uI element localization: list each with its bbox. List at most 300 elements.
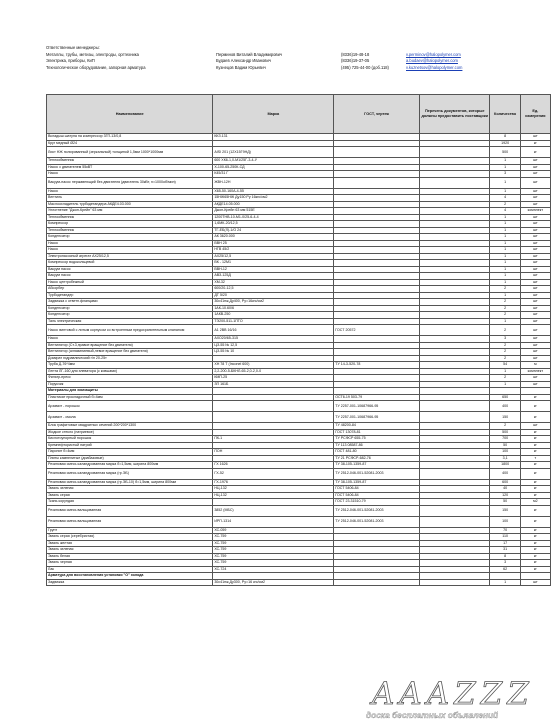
- table-row: [47, 177, 551, 188]
- cell-name: Вакуум насос: [47, 273, 213, 280]
- contact-area: Электрика, приборы, КиП: [46, 58, 95, 63]
- cell-unit: кг: [520, 486, 550, 493]
- cell-name: Вентиль: [47, 195, 213, 202]
- cell-quantity: 1: [490, 579, 520, 586]
- cell-brand: АХО20/65-315: [213, 336, 334, 343]
- cell-quantity: 8: [490, 553, 520, 560]
- cell-name: Эмаль серая: [47, 492, 213, 499]
- cell-name: Резиновая смесь каландрованная марка (гр.ЭБ): [47, 468, 213, 479]
- cell-name: Теплообменник: [47, 227, 213, 234]
- cell-name: Труба Д-76*4мм: [47, 362, 213, 369]
- cell-quantity: 1: [490, 158, 520, 165]
- cell-quantity: 650: [490, 394, 520, 401]
- cell-quantity: 1: [490, 240, 520, 247]
- cell-gost: ТУ 21 РСФСР-682-76: [334, 455, 420, 462]
- cell-unit: кг: [520, 140, 550, 147]
- cell-documents: [419, 468, 490, 479]
- cell-quantity: 8: [490, 134, 520, 141]
- cell-name: Эмаль зеленая: [47, 547, 213, 554]
- cell-brand: ХС-759: [213, 534, 334, 541]
- cell-unit: шт: [520, 164, 550, 171]
- cell-quantity: 1: [490, 188, 520, 195]
- cell-unit: шт: [520, 325, 550, 336]
- cell-name: Эмаль белая: [47, 553, 213, 560]
- cell-unit: кг: [520, 560, 550, 567]
- cell-quantity: 1: [490, 164, 520, 171]
- cell-quantity: 2: [490, 305, 520, 312]
- cell-quantity: 31: [490, 547, 520, 554]
- cell-unit: кг: [520, 401, 550, 412]
- cell-brand: 30с41нж,Ду300, Ру=16 кгс/см2: [213, 579, 334, 586]
- cell-unit: шт: [520, 375, 550, 382]
- cell-quantity: 2: [490, 286, 520, 293]
- cell-quantity: 17: [490, 540, 520, 547]
- cell-brand: ЗП 161Б: [213, 381, 334, 388]
- cell-brand: ВК - 12М1: [213, 260, 334, 267]
- cell-brand: ХС-759: [213, 540, 334, 547]
- cell-gost: [334, 177, 420, 188]
- cell-unit: кг: [520, 462, 550, 469]
- cell-documents: [419, 401, 490, 412]
- cell-name: Жидкое стекло (натриевое): [47, 429, 213, 436]
- contacts-block: [46, 45, 551, 71]
- cell-quantity: 4: [490, 195, 520, 202]
- cell-unit: шт: [520, 134, 550, 141]
- cell-quantity: 1: [490, 292, 520, 299]
- cell-unit: кг: [520, 412, 550, 423]
- cell-name: Насос: [47, 336, 213, 343]
- cell-quantity: 2: [490, 349, 520, 356]
- cell-brand: ЦЗ-55 № 10: [213, 349, 334, 356]
- cell-quantity: 2: [490, 375, 520, 382]
- contact-phone: (8336)19-48-18: [341, 51, 370, 57]
- cell-name: Задвижка с ответн.фланцами: [47, 299, 213, 306]
- cell-unit: шт: [520, 171, 550, 178]
- header-name: Наименование: [47, 95, 213, 134]
- cell-name: Теплообменник: [47, 214, 213, 221]
- cell-quantity: 2: [490, 423, 520, 430]
- cell-brand: ДТ 5/20: [213, 292, 334, 299]
- contact-area: Металлы, трубы, метизы, электроды, оргтехника: [46, 51, 139, 57]
- cell-brand: ХС-759: [213, 553, 334, 560]
- cell-brand: ХС-759: [213, 560, 334, 567]
- cell-unit: шт: [520, 247, 550, 254]
- cell-quantity: 100: [490, 449, 520, 456]
- contact-name: Перминов Виталий Владимирович: [216, 51, 282, 57]
- cell-name: Арзамит - порошок: [47, 401, 213, 412]
- cell-unit: шт: [520, 188, 550, 195]
- cell-name: Лента ЛГ-160 для элеватора (с ковшами): [47, 368, 213, 375]
- cell-unit: шт: [520, 253, 550, 260]
- cell-brand: Х-100-65-250К-СД: [213, 164, 334, 171]
- cell-unit: кг: [520, 479, 550, 486]
- header-documents: Перечень документов, которые должны предоставить поставщики: [419, 95, 490, 134]
- cell-unit: шт: [520, 240, 550, 247]
- cell-unit: шт: [520, 214, 550, 221]
- cell-quantity: 54: [490, 362, 520, 369]
- cell-quantity: 150: [490, 505, 520, 516]
- watermark-logo: [366, 676, 552, 722]
- cell-name: Эмаль черная: [47, 560, 213, 567]
- cell-name: Уплотнение "Джон-Крейн" 63 мм: [47, 208, 213, 215]
- cell-brand: AISI 201 (12Х15Г9НД): [213, 147, 334, 158]
- cell-name: Компрессор: [47, 221, 213, 228]
- cell-brand: ТЭ200-511-1ПТО: [213, 318, 334, 325]
- cell-brand: НГВ 45/2: [213, 247, 334, 254]
- cell-unit: кг: [520, 442, 550, 449]
- cell-gost: ТУ 2512-046-001-52081-2003: [334, 516, 420, 527]
- cell-brand: КМП-25: [213, 375, 334, 382]
- cell-brand: НЦ-132: [213, 486, 334, 493]
- cell-brand: ХМ-32: [213, 279, 334, 286]
- table-row: [47, 579, 551, 586]
- contact-email-link[interactable]: v.perminov@halopolymer.com: [406, 51, 461, 57]
- cell-quantity: 1: [490, 368, 520, 375]
- cell-brand: 1200ТНВ-10-М1-0/25-6-4-4: [213, 214, 334, 221]
- cell-name: Маслоохладитель турбодетандера АКДЕ4.03.000: [47, 201, 213, 208]
- cell-quantity: 500: [490, 429, 520, 436]
- cell-unit: шт: [520, 201, 550, 208]
- cell-quantity: 100: [490, 516, 520, 527]
- cell-unit: шт: [520, 305, 550, 312]
- header-brand: Марка: [213, 95, 334, 134]
- contact-phone: (8336)19-37-05: [341, 58, 370, 63]
- requirements-table: [46, 94, 551, 586]
- cell-quantity: 1: [490, 214, 520, 221]
- cell-unit: шт: [520, 227, 550, 234]
- cell-brand: ВВН 25: [213, 240, 334, 247]
- watermark-logo-text: AAAZZZ: [372, 676, 534, 712]
- cell-unit: шт: [520, 299, 550, 306]
- table-row: [47, 401, 551, 412]
- cell-quantity: 1: [490, 234, 520, 241]
- table-row: [47, 468, 551, 479]
- cell-unit: шт: [520, 579, 550, 586]
- cell-unit: шт: [520, 273, 550, 280]
- cell-name: Насос: [47, 247, 213, 254]
- contact-row: [46, 65, 551, 72]
- cell-name: Лист НЖ полированный (зеркальный) толщиной 1,5мм 1000*1000мм: [47, 147, 213, 158]
- cell-unit: шт: [520, 312, 550, 319]
- cell-documents: [419, 516, 490, 527]
- cell-unit: т: [520, 455, 550, 462]
- cell-unit: комплект: [520, 208, 550, 215]
- cell-name: Задвижка: [47, 579, 213, 586]
- cell-quantity: 1: [490, 260, 520, 267]
- cell-brand: 2,2-200-5-БКНЛ-65-2,0-2,0-0: [213, 368, 334, 375]
- cell-gost: ТУ 2512-046-001-52081-2003: [334, 468, 420, 479]
- cell-brand: ХС-759: [213, 547, 334, 554]
- cell-unit: шт: [520, 355, 550, 362]
- cell-unit: м: [520, 362, 550, 369]
- cell-quantity: 1: [490, 381, 520, 388]
- cell-gost: ГОСТ 5406-84: [334, 492, 420, 499]
- cell-unit: шт: [520, 221, 550, 228]
- cell-unit: кг: [520, 147, 550, 158]
- cell-unit: комплект: [520, 368, 550, 375]
- cell-brand: ПОН: [213, 449, 334, 456]
- cell-name: Вентилятор (Ст.3,правое вращение без двигателя): [47, 342, 213, 349]
- cell-unit: кг: [520, 505, 550, 516]
- cell-gost: ГОСТ 5406-84: [334, 486, 420, 493]
- cell-quantity: 4: [490, 208, 520, 215]
- cell-quantity: 1800: [490, 462, 520, 469]
- contact-email-link[interactable]: v.kuznetsov@halopolymer.com: [406, 64, 463, 70]
- cell-unit: кг: [520, 468, 550, 479]
- cell-brand: АК 3620.000: [213, 234, 334, 241]
- cell-name: Материалы для химзащиты: [47, 388, 213, 395]
- cell-gost: ГОСТ 13078-81: [334, 429, 420, 436]
- cell-brand: 15НЖ65НЖ Ду150 Ру 16кгс/см2: [213, 195, 334, 202]
- cell-unit: шт: [520, 158, 550, 165]
- cell-unit: кг: [520, 534, 550, 541]
- cell-name: Турбодетандер: [47, 292, 213, 299]
- cell-brand: 600/20-12,5: [213, 286, 334, 293]
- cell-gost: ТУ 113 08587-86: [334, 442, 420, 449]
- cell-brand: 1,6МК-20/12,5: [213, 221, 334, 228]
- cell-brand: К45/31 Г: [213, 171, 334, 178]
- cell-brand: ГХ-1976: [213, 479, 334, 486]
- cell-quantity: 3,1: [490, 455, 520, 462]
- cell-brand: ЖВН-12Н: [213, 177, 334, 188]
- cell-gost: ТУ 38-105-1359-87: [334, 479, 420, 486]
- cell-name: Конденсатор: [47, 312, 213, 319]
- header-quantity: Количество: [490, 95, 520, 134]
- cell-brand: ИРП-1314: [213, 516, 334, 527]
- cell-documents: [419, 325, 490, 336]
- cell-gost: ТУ 48200-84: [334, 423, 420, 430]
- cell-name: Резиновая смесь каландрованная марка б=1,5мм, ширина 800мм: [47, 462, 213, 469]
- cell-quantity: 2: [490, 299, 520, 306]
- cell-name: Плиты камнелитые (диабазовые): [47, 455, 213, 462]
- cell-gost: ТУ 2257-001-10687966-95: [334, 412, 420, 423]
- cell-gost: ТУ РСФСР 655-75: [334, 436, 420, 443]
- watermark-tagline: доска бесплатных объявлений: [366, 710, 499, 720]
- cell-unit: кг: [520, 516, 550, 527]
- cell-name: Эмаль зеленая: [47, 486, 213, 493]
- cell-quantity: 62: [490, 566, 520, 573]
- cell-unit: кг: [520, 553, 550, 560]
- cell-brand: АХ25/12,5: [213, 253, 334, 260]
- cell-unit: шт: [520, 286, 550, 293]
- cell-brand: 30с41нж,Ду400, Ру=16кгс/см2: [213, 299, 334, 306]
- cell-unit: кг: [520, 540, 550, 547]
- table-row: [47, 412, 551, 423]
- cell-brand: ХС-059: [213, 527, 334, 534]
- cell-unit: кг: [520, 429, 550, 436]
- cell-quantity: 500: [490, 147, 520, 158]
- cell-unit: шт: [520, 349, 550, 356]
- cell-quantity: 3: [490, 171, 520, 178]
- cell-name: Арзамит - смола: [47, 412, 213, 423]
- cell-brand: ККЗ.131: [213, 134, 334, 141]
- cell-brand: Х65-50-160А-4-55: [213, 188, 334, 195]
- cell-gost: ТУ 38-105-1359-87: [334, 462, 420, 469]
- cell-unit: шт: [520, 266, 550, 273]
- cell-name: Насос с двигателем 55кВТ: [47, 164, 213, 171]
- cell-quantity: 700: [490, 436, 520, 443]
- contact-phone: (495) 725-44-00 (доб.118): [341, 64, 389, 70]
- cell-name: Насос: [47, 171, 213, 178]
- cell-name: Вакуум насос: [47, 266, 213, 273]
- cell-name: Грунт: [47, 527, 213, 534]
- cell-brand: ГХ-52: [213, 468, 334, 479]
- cell-unit: шт: [520, 279, 550, 286]
- cell-name: Насос винтовой с литым корпусом со встроенным предохранительным клапаном: [47, 325, 213, 336]
- cell-quantity: 120: [490, 492, 520, 499]
- cell-brand: 1АКВ-250: [213, 312, 334, 319]
- contact-area: Технологическое оборудование, запорная арматура: [46, 64, 146, 70]
- cell-gost: [334, 579, 420, 586]
- cell-quantity: 70: [490, 527, 520, 534]
- cell-quantity: 1: [490, 318, 520, 325]
- contacts-heading: Ответственные менеджеры:: [46, 45, 100, 50]
- cell-quantity: 1: [490, 247, 520, 254]
- cell-unit: кг: [520, 436, 550, 443]
- cell-brand: ХН 78 Т (Inconel 600): [213, 362, 334, 369]
- cell-brand: АВЗ-125Д: [213, 273, 334, 280]
- cell-quantity: 600: [490, 479, 520, 486]
- cell-brand: ГХ 1626: [213, 462, 334, 469]
- cell-quantity: 1: [490, 279, 520, 286]
- cell-name: Электронасосный агрегат АХ25/12,5: [47, 253, 213, 260]
- cell-quantity: 110: [490, 534, 520, 541]
- table-row: [47, 147, 551, 158]
- cell-unit: кг: [520, 394, 550, 401]
- cell-quantity: 400: [490, 401, 520, 412]
- cell-quantity: 1: [490, 221, 520, 228]
- cell-brand: ВВН-12: [213, 266, 334, 273]
- cell-name: Домкрат гидравлический г/п 20-25т: [47, 355, 213, 362]
- cell-quantity: 1: [490, 253, 520, 260]
- cell-brand: ЦЗ-55 № 12,5: [213, 342, 334, 349]
- cell-quantity: 1: [490, 227, 520, 234]
- cell-gost: ТУ 2512-046-001-52081-2003: [334, 505, 420, 516]
- cell-quantity: 1: [490, 273, 520, 280]
- cell-quantity: 2: [490, 342, 520, 349]
- cell-brand: [213, 401, 334, 412]
- cell-name: Абсорбер: [47, 286, 213, 293]
- cell-unit: шт: [520, 195, 550, 202]
- cell-unit: шт: [520, 234, 550, 241]
- cell-unit: шт: [520, 177, 550, 188]
- cell-name: Вентилятор (алюминиевый,левое вращение без двигателя): [47, 349, 213, 356]
- cell-name: Лак: [47, 566, 213, 573]
- cell-brand: А1 2ВВ 16/16: [213, 325, 334, 336]
- cell-documents: [419, 177, 490, 188]
- contact-email-link[interactable]: a.budaev@halopolymer.com: [406, 58, 458, 63]
- table-row: [47, 325, 551, 336]
- cell-name: Пластикат прокладочный б=4мм: [47, 394, 213, 401]
- cell-quantity: 400: [490, 468, 520, 479]
- cell-documents: [419, 412, 490, 423]
- cell-unit: шт: [520, 423, 550, 430]
- cell-name: Насос: [47, 188, 213, 195]
- cell-gost: ТУ 14-3-520-78: [334, 362, 420, 369]
- cell-quantity: 1920: [490, 140, 520, 147]
- cell-unit: шт: [520, 318, 550, 325]
- cell-unit: шт: [520, 336, 550, 343]
- cell-name: Компрессор водокольцевой: [47, 260, 213, 267]
- cell-quantity: 2: [490, 201, 520, 208]
- table-row: [47, 505, 551, 516]
- cell-documents: [419, 147, 490, 158]
- table-row: [47, 516, 551, 527]
- cell-unit: шт: [520, 292, 550, 299]
- cell-brand: 1АК-10.60/6: [213, 305, 334, 312]
- cell-name: Паронит б=4мм: [47, 449, 213, 456]
- cell-name: Кислотоупорный порошок: [47, 436, 213, 443]
- cell-name: Вакуум-насос нержавеющий без двигателя (двигатель 30кВт, n=1000об/мин): [47, 177, 213, 188]
- cell-brand: [213, 412, 334, 423]
- cell-name: Ткань корундая: [47, 499, 213, 506]
- cell-quantity: 40: [490, 486, 520, 493]
- cell-brand: ХС-724: [213, 566, 334, 573]
- cell-quantity: 2: [490, 325, 520, 336]
- table-header-row: [47, 95, 551, 134]
- cell-quantity: 2: [490, 312, 520, 319]
- cell-gost: [334, 147, 420, 158]
- cell-name: Блок графитовые квадратных сечений 200*200*1300: [47, 423, 213, 430]
- cell-gost: ГОСТ 481-80: [334, 449, 420, 456]
- cell-unit: шт: [520, 381, 550, 388]
- cell-name: Эмаль желтая: [47, 540, 213, 547]
- cell-unit: шт: [520, 342, 550, 349]
- cell-documents: [419, 505, 490, 516]
- cell-gost: ГОСТ 20572: [334, 325, 420, 336]
- header-gost: ГОСТ, чертеж: [334, 95, 420, 134]
- cell-name: Арматура для восстановления установки "О" холода: [47, 573, 213, 580]
- cell-name: Круг медный Ø24: [47, 140, 213, 147]
- cell-gost: ГОСТ 23.31510-79: [334, 499, 420, 506]
- cell-name: Конденсатор: [47, 305, 213, 312]
- cell-unit: м2: [520, 499, 550, 506]
- cell-unit: кг: [520, 449, 550, 456]
- cell-name: Резиновая смесь вальцованная: [47, 505, 213, 516]
- cell-brand: Джон-Крейн 63 мм 515Е: [213, 208, 334, 215]
- contact-name: Кузнецов Вадим Юрьевич: [216, 64, 266, 70]
- cell-name: Порукчик: [47, 381, 213, 388]
- cell-name: Эмаль серая (серебристая): [47, 534, 213, 541]
- cell-brand: 600 ХК6-1,0-М1/25Г-3-4-У: [213, 158, 334, 165]
- cell-name: Фильтр-пресс: [47, 375, 213, 382]
- cell-quantity: 1: [490, 177, 520, 188]
- cell-name: Таль электрическая: [47, 318, 213, 325]
- header-unit: Ед. измерения: [520, 95, 550, 134]
- cell-quantity: 2: [490, 355, 520, 362]
- cell-unit: кг: [520, 492, 550, 499]
- cell-brand: 3852 (МБС): [213, 505, 334, 516]
- cell-unit: шт: [520, 260, 550, 267]
- cell-name: Насос: [47, 240, 213, 247]
- cell-gost: ОСТ6-19 503-79: [334, 394, 420, 401]
- cell-brand: ТГ-ЕБ(Л)-1/О 24: [213, 227, 334, 234]
- cell-name: Насос центробежный: [47, 279, 213, 286]
- cell-quantity: 150: [490, 412, 520, 423]
- cell-brand: ПК-1: [213, 436, 334, 443]
- cell-name: Резиновая смесь вальцованная: [47, 516, 213, 527]
- cell-quantity: 3: [490, 336, 520, 343]
- cell-quantity: 3: [490, 560, 520, 567]
- cell-quantity: 50: [490, 442, 520, 449]
- cell-quantity: 1: [490, 266, 520, 273]
- contact-name: Будаев Александр Иванович: [216, 58, 271, 63]
- cell-quantity: 50: [490, 499, 520, 506]
- cell-name: Вкладыш шатуна на компрессор 3ГП-13/0,8: [47, 134, 213, 141]
- cell-name: Конденсатор: [47, 234, 213, 241]
- cell-unit: кг: [520, 527, 550, 534]
- cell-name: Кремнефтористый натрий: [47, 442, 213, 449]
